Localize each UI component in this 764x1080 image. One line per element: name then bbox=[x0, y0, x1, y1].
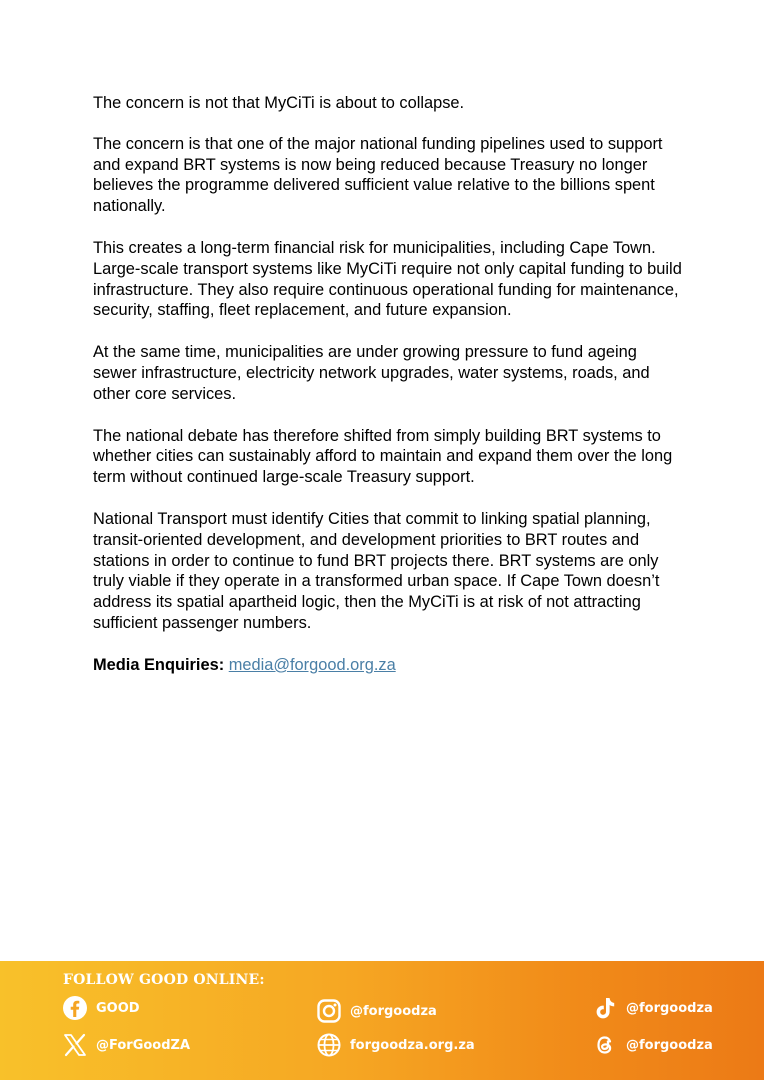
media-enquiries bbox=[93, 655, 683, 676]
website-label: forgoodza.org.za bbox=[350, 1037, 475, 1053]
instagram-link[interactable] bbox=[316, 998, 437, 1024]
threads-handle: @forgoodza bbox=[626, 1037, 713, 1053]
instagram-icon bbox=[316, 998, 342, 1024]
press-release-body bbox=[93, 93, 683, 697]
paragraph-6: National Transport must identify Cities that commit to linking spatial planning, transit-oriented development, and development priorities to BRT routes and stations in order to continue to fund BRT projects there. BRT systems are only truly viable if they operate in a transformed urban space. If Cape Town doesn’t address its spatial apartheid logic, then the MyCiTi is at risk of not attracting sufficient passenger numbers. bbox=[93, 509, 660, 632]
x-handle: @ForGoodZA bbox=[96, 1037, 191, 1053]
paragraph-4: At the same time, municipalities are under growing pressure to fund ageing sewer infrastructure, electricity network upgrades, water systems, roads, and other core services. bbox=[93, 343, 650, 403]
media-email-link[interactable]: media@forgood.org.za bbox=[228, 655, 396, 674]
paragraph-1: The concern is not that MyCiTi is about to collapse. bbox=[93, 94, 465, 112]
x-link[interactable] bbox=[62, 1032, 190, 1058]
footer-title: FOLLOW GOOD ONLINE: bbox=[63, 972, 265, 988]
website-link[interactable] bbox=[316, 1032, 475, 1058]
media-enquiries-label: Media Enquiries: bbox=[93, 655, 225, 674]
threads-link[interactable] bbox=[592, 1032, 713, 1058]
social-footer bbox=[0, 961, 764, 1080]
tiktok-handle: @forgoodza bbox=[626, 1000, 713, 1016]
paragraph-3: This creates a long-term financial risk for municipalities, including Cape Town. Large-scale transport systems like MyCiTi require not only capital funding to build infrastructure. They also require continuous operational funding for maintenance, security, staffing, fleet replacement, and future expansion. bbox=[93, 238, 682, 320]
paragraph-5: The national debate has therefore shifted from simply building BRT systems to whether cities can sustainably afford to maintain and expand them over the long term without continued large-scale Treasury support. bbox=[93, 426, 673, 487]
facebook-icon bbox=[62, 995, 88, 1021]
instagram-handle: @forgoodza bbox=[350, 1003, 437, 1019]
facebook-label: GOOD bbox=[96, 1000, 140, 1016]
tiktok-link[interactable] bbox=[592, 995, 713, 1021]
threads-icon bbox=[592, 1032, 618, 1058]
globe-icon bbox=[316, 1032, 342, 1058]
facebook-link[interactable] bbox=[62, 995, 140, 1021]
paragraph-2: The concern is that one of the major national funding pipelines used to support and expand BRT systems is now being reduced because Treasury no longer believes the programme delivered sufficient value relative to the billions spent nationally. bbox=[93, 134, 663, 216]
tiktok-icon bbox=[592, 995, 618, 1021]
x-icon bbox=[62, 1032, 88, 1058]
